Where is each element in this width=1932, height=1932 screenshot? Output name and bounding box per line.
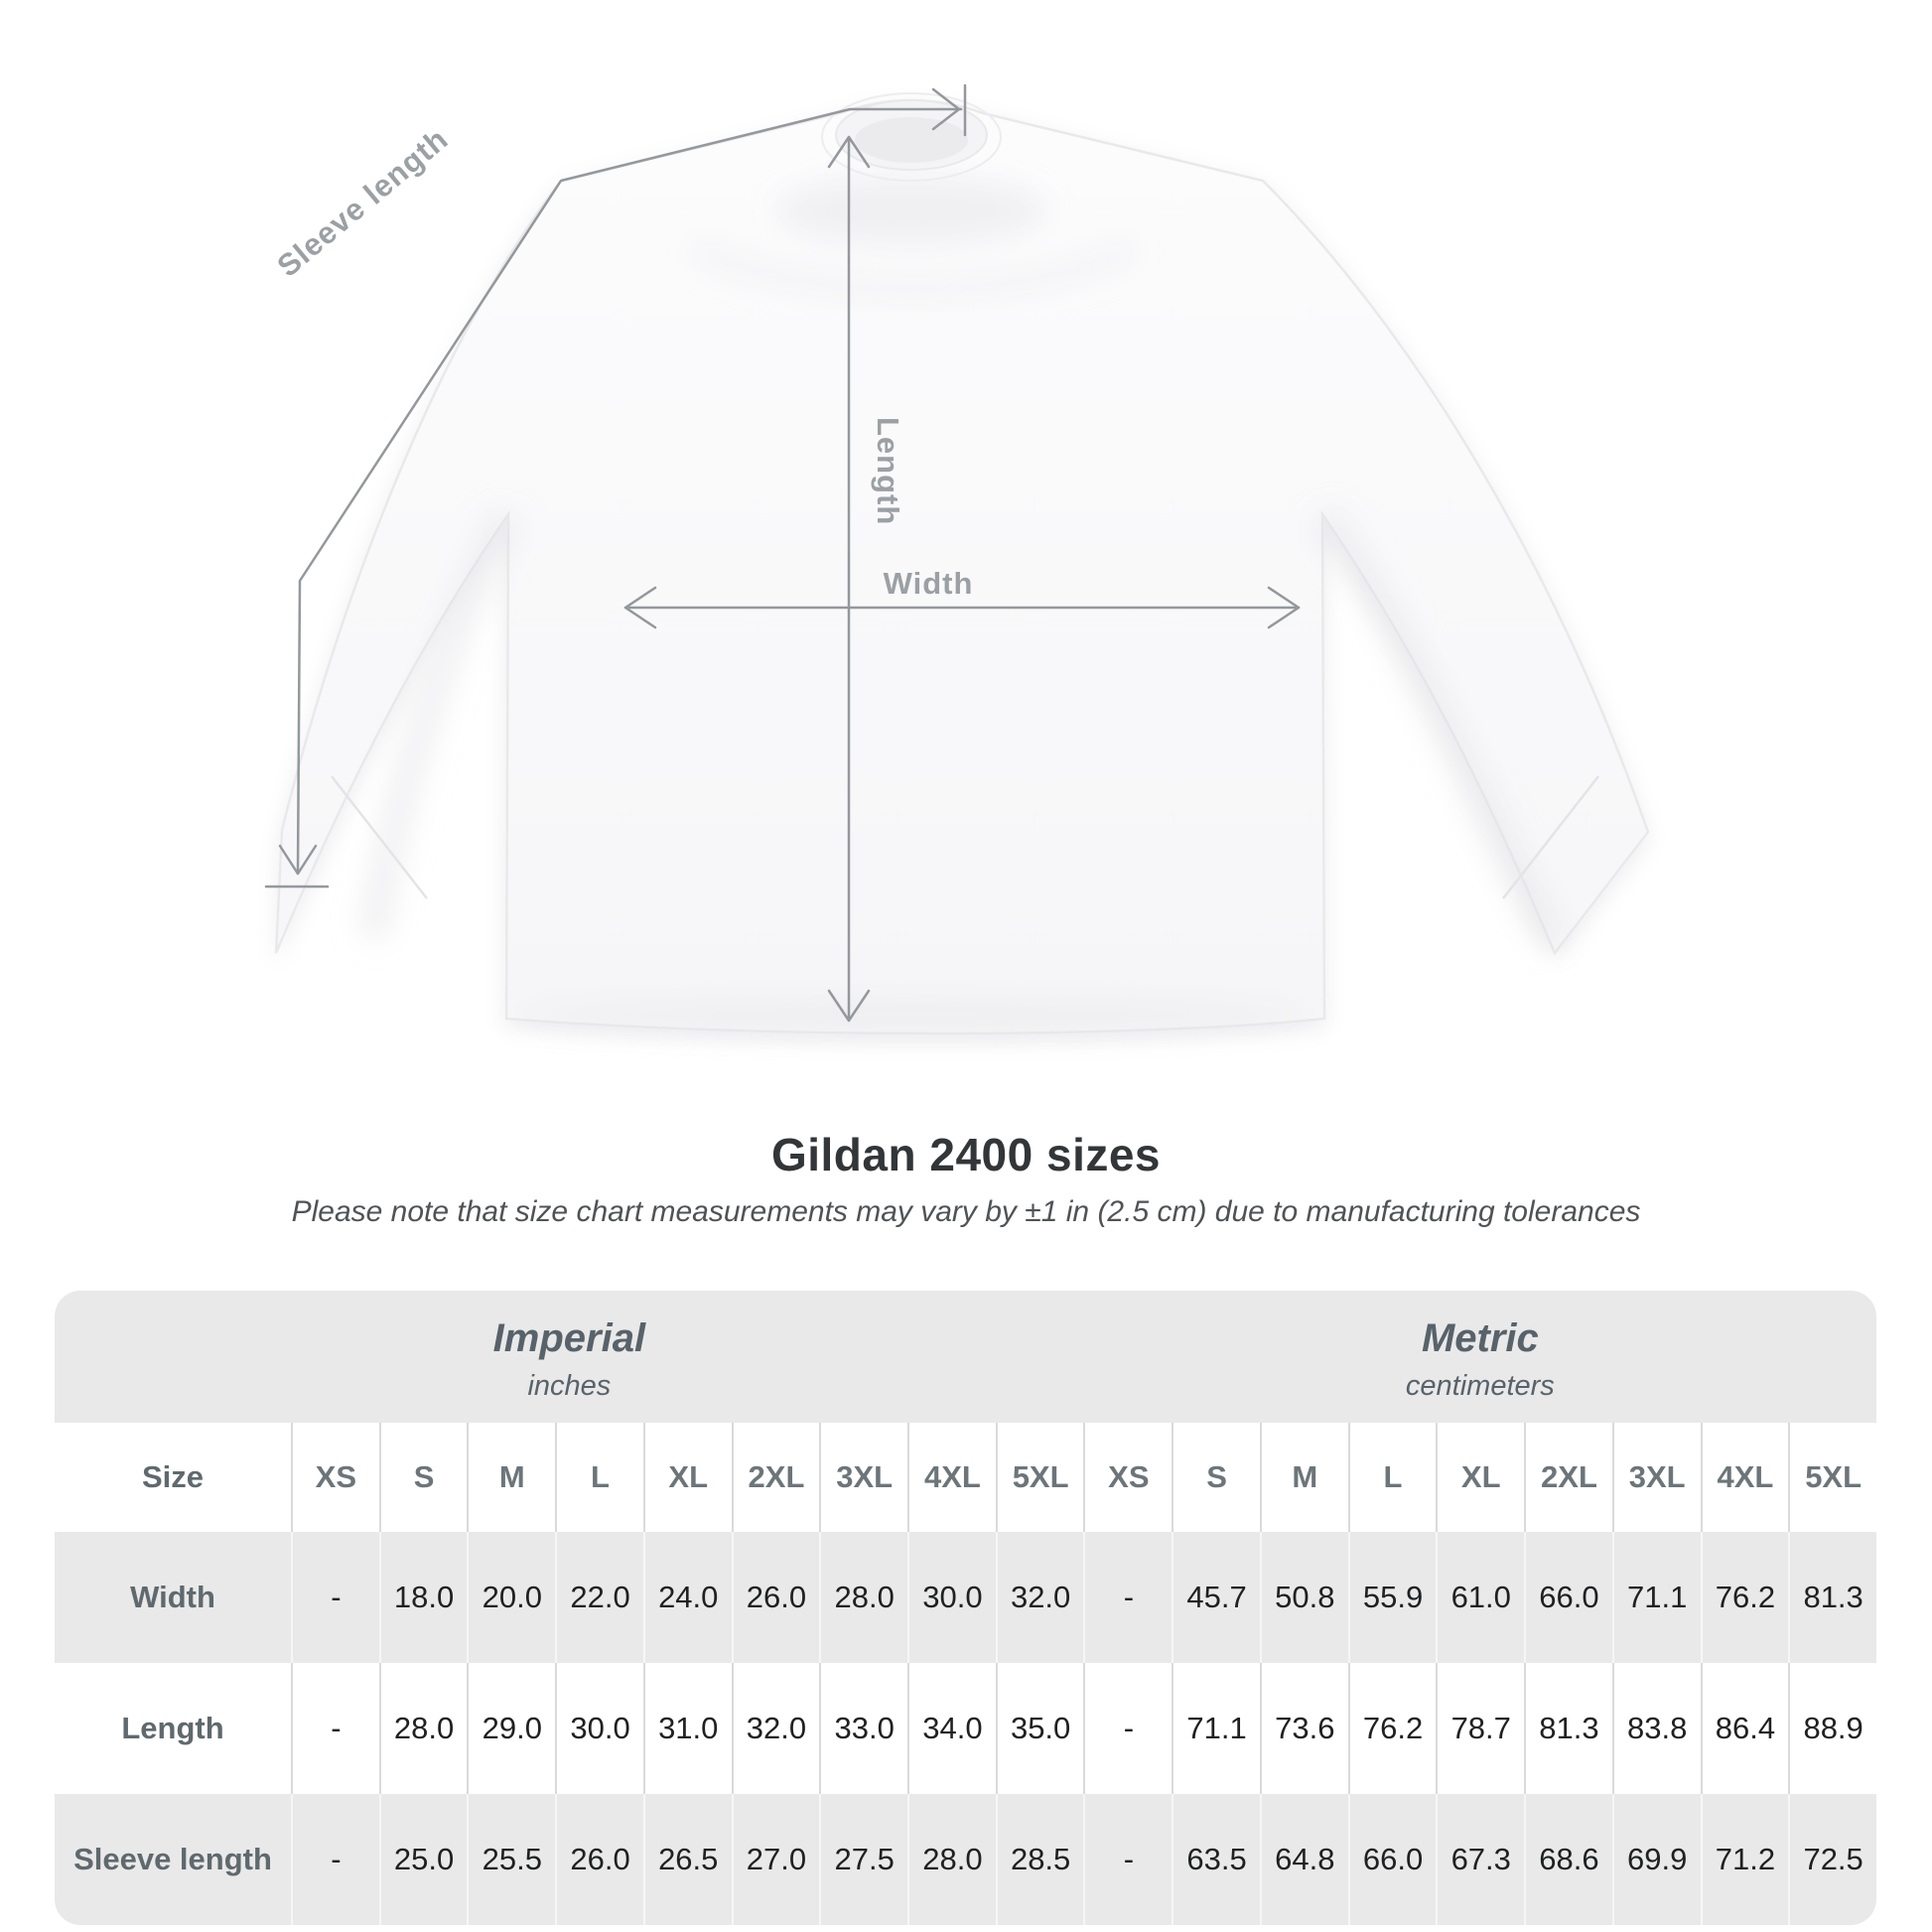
size-header-cell: 3XL <box>819 1423 907 1532</box>
value-cell: 29.0 <box>467 1663 555 1794</box>
value-cell: 30.0 <box>907 1532 996 1663</box>
size-header-cell: S <box>379 1423 468 1532</box>
value-cell: 35.0 <box>996 1663 1084 1794</box>
size-header-cell: 5XL <box>996 1423 1084 1532</box>
value-cell: 33.0 <box>819 1663 907 1794</box>
metric-title: Metric <box>1421 1316 1539 1360</box>
value-cell: - <box>291 1794 379 1925</box>
value-cell: 76.2 <box>1701 1532 1789 1663</box>
value-cell: 27.5 <box>819 1794 907 1925</box>
value-cell: 67.3 <box>1436 1794 1524 1925</box>
size-header-cell: 4XL <box>1701 1423 1789 1532</box>
value-cell: - <box>1083 1794 1172 1925</box>
size-header-cell: 2XL <box>732 1423 820 1532</box>
value-cell: 28.0 <box>379 1663 468 1794</box>
value-cell: 71.1 <box>1172 1663 1260 1794</box>
imperial-title: Imperial <box>492 1316 646 1360</box>
value-cell: 63.5 <box>1172 1794 1260 1925</box>
size-header-cell: 3XL <box>1612 1423 1701 1532</box>
imperial-unit: inches <box>527 1370 612 1402</box>
value-cell: 68.6 <box>1524 1794 1612 1925</box>
value-cell: 34.0 <box>907 1663 996 1794</box>
size-column-header: Size <box>141 1459 205 1494</box>
value-cell: 31.0 <box>643 1663 732 1794</box>
size-header-cell: M <box>467 1423 555 1532</box>
value-cell: 88.9 <box>1788 1663 1876 1794</box>
row-label: Length <box>121 1711 224 1745</box>
size-header-cell: S <box>1172 1423 1260 1532</box>
value-cell: 32.0 <box>732 1663 820 1794</box>
size-header-cell: L <box>555 1423 643 1532</box>
value-cell: - <box>291 1663 379 1794</box>
value-cell: 83.8 <box>1612 1663 1701 1794</box>
size-header-cell: XL <box>1436 1423 1524 1532</box>
size-header-cell: XS <box>1083 1423 1172 1532</box>
value-cell: 72.5 <box>1788 1794 1876 1925</box>
size-header-cell: M <box>1260 1423 1348 1532</box>
value-cell: 30.0 <box>555 1663 643 1794</box>
sleeve-length-label: Sleeve length <box>270 121 456 284</box>
value-cell: 18.0 <box>379 1532 468 1663</box>
value-cell: 66.0 <box>1524 1532 1612 1663</box>
value-cell: 20.0 <box>467 1532 555 1663</box>
page-title: Gildan 2400 sizes <box>770 1129 1162 1180</box>
value-cell: 26.5 <box>643 1794 732 1925</box>
value-cell: 26.0 <box>732 1532 820 1663</box>
value-cell: 66.0 <box>1348 1794 1437 1925</box>
value-cell: - <box>1083 1663 1172 1794</box>
value-cell: 28.5 <box>996 1794 1084 1925</box>
value-cell: 86.4 <box>1701 1663 1789 1794</box>
value-cell: 24.0 <box>643 1532 732 1663</box>
value-cell: 32.0 <box>996 1532 1084 1663</box>
size-header-cell: 2XL <box>1524 1423 1612 1532</box>
value-cell: 76.2 <box>1348 1663 1437 1794</box>
metric-band <box>1084 1291 1876 1423</box>
size-header-cell: XS <box>291 1423 379 1532</box>
size-header-cell: L <box>1348 1423 1437 1532</box>
value-cell: - <box>1083 1532 1172 1663</box>
value-cell: 45.7 <box>1172 1532 1260 1663</box>
value-cell: - <box>291 1532 379 1663</box>
table-row-width <box>55 1532 1876 1663</box>
value-cell: 50.8 <box>1260 1532 1348 1663</box>
value-cell: 73.6 <box>1260 1663 1348 1794</box>
row-label: Sleeve length <box>73 1842 272 1876</box>
size-table <box>55 1291 1876 1925</box>
value-cell: 28.0 <box>907 1794 996 1925</box>
size-header-cell: 5XL <box>1788 1423 1876 1532</box>
value-cell: 27.0 <box>732 1794 820 1925</box>
title-block <box>0 1128 1932 1229</box>
value-cell: 26.0 <box>555 1794 643 1925</box>
value-cell: 25.5 <box>467 1794 555 1925</box>
length-label: Length <box>871 417 905 526</box>
value-cell: 69.9 <box>1612 1794 1701 1925</box>
value-cell: 25.0 <box>379 1794 468 1925</box>
value-cell: 55.9 <box>1348 1532 1437 1663</box>
table-row-sleeve-length <box>55 1794 1876 1925</box>
row-label: Width <box>130 1580 215 1614</box>
value-cell: 64.8 <box>1260 1794 1348 1925</box>
value-cell: 28.0 <box>819 1532 907 1663</box>
value-cell: 61.0 <box>1436 1532 1524 1663</box>
value-cell: 81.3 <box>1788 1532 1876 1663</box>
value-cell: 71.2 <box>1701 1794 1789 1925</box>
size-header-cell: 4XL <box>907 1423 996 1532</box>
unit-band <box>55 1291 1876 1423</box>
metric-unit: centimeters <box>1405 1370 1555 1402</box>
size-header-cell: XL <box>643 1423 732 1532</box>
value-cell: 71.1 <box>1612 1532 1701 1663</box>
imperial-band <box>55 1291 1084 1423</box>
width-label: Width <box>883 566 974 601</box>
tolerance-note: Please note that size chart measurements may vary by ±1 in (2.5 cm) due to manufacturing tolerances <box>291 1195 1641 1228</box>
value-cell: 78.7 <box>1436 1663 1524 1794</box>
value-cell: 22.0 <box>555 1532 643 1663</box>
size-header-row <box>55 1423 1876 1532</box>
table-row-length <box>55 1663 1876 1794</box>
value-cell: 81.3 <box>1524 1663 1612 1794</box>
